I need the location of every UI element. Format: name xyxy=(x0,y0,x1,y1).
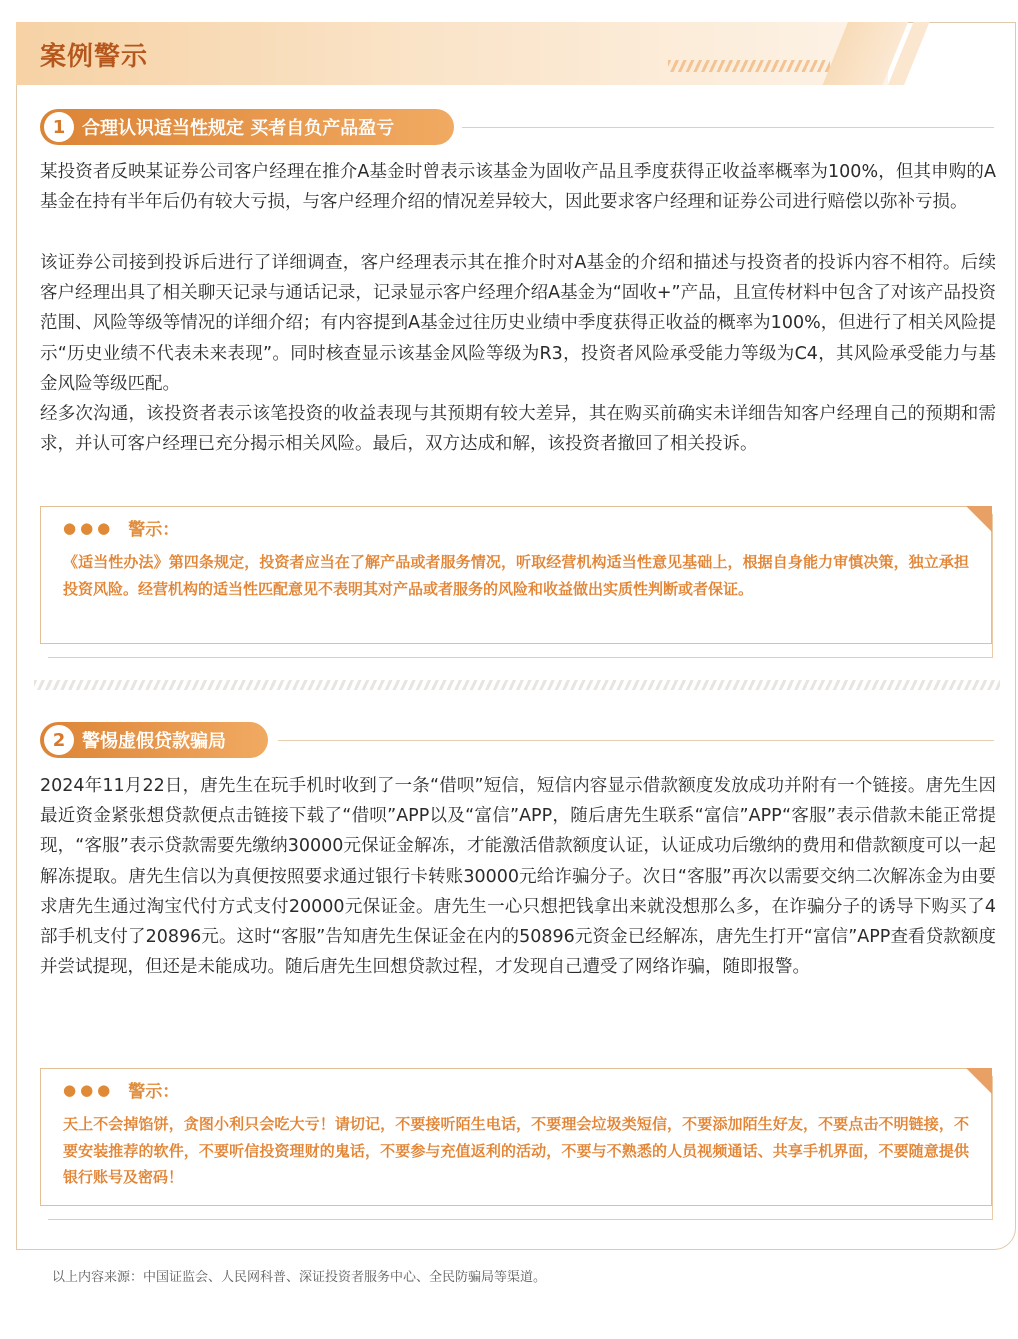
header-stripes-decoration xyxy=(668,60,830,72)
case2-title: 警惕虚假贷款骗局 xyxy=(82,731,226,752)
case1-paragraph-2: 该证券公司接到投诉后进行了详细调查，客户经理表示其在推介时对A基金的介绍和描述与投资者的投诉内容不相符。后续客户经理出具了相关聊天记录与通话记录，记录显示客户经理介绍A基金为“固收+”产品，且宣传材料中包含了对该产品投资范围、风险等级等情况的详细介绍；有内容提到A基金过往历史业绩中季度获得正收益的概率为100%，但进行了相关风险提示“历史业绩不代表未来表现”。同时核查显示该基金风险等级为R3，投资者风险承受能力等级为C4，其风险承受能力与基金风险等级匹配。 xyxy=(40,253,996,394)
case1-warning-box xyxy=(40,506,992,644)
case2-warning-header xyxy=(63,1077,179,1102)
case1-warning-label: 警示： xyxy=(128,520,180,540)
case2-warning-corner xyxy=(966,1068,992,1094)
case2-warning-label: 警示： xyxy=(128,1082,180,1102)
case1-warning-header xyxy=(63,515,179,540)
dots-icon: ●●● xyxy=(63,518,115,537)
case2-title-pill xyxy=(40,722,268,758)
case1-title-pill xyxy=(40,109,454,145)
case1-paragraph-1: 某投资者反映某证券公司客户经理在推介A基金时曾表示该基金为固收产品且季度获得正收益率概率为100%，但其申购的A基金在持有半年后仍有较大亏损，与客户经理介绍的情况差异较大，因此要求客户经理和证券公司进行赔偿以弥补亏损。 xyxy=(40,162,996,213)
case2-paragraph-1: 2024年11月22日，唐先生在玩手机时收到了一条“借呗”短信，短信内容显示借款额度发放成功并附有一个链接。唐先生因最近资金紧张想贷款便点击链接下载了“借呗”APP以及“富信”APP，随后唐先生联系“富信”APP“客服”表示借款未能正常提现，“客服”表示贷款需要先缴纳30000元保证金解冻，才能激活借款额度认证，认证成功后缴纳的费用和借款额度可以一起解冻提取。唐先生信以为真便按照要求通过银行卡转账30000元给诈骗分子。次日“客服”再次以需要交纳二次解冻金为由要求唐先生通过淘宝代付方式支付20000元保证金。唐先生一心只想把钱拿出来就没想那么多，在诈骗分子的诱导下购买了4部手机支付了20896元。这时“客服”告知唐先生保证金在内的50896元资金已经解冻，唐先生打开“富信”APP查看贷款额度并尝试提现，但还是未能成功。随后唐先生回想贷款过程，才发现自己遭受了网络诈骗，随即报警。 xyxy=(40,776,996,978)
case2-title-line xyxy=(278,740,994,741)
case1-paragraph-3: 经多次沟通，该投资者表示该笔投资的收益表现与其预期有较大差异，其在购买前确实未详细告知客户经理自己的预期和需求，并认可客户经理已充分揭示相关风险。最后，双方达成和解，该投资者撤回了相关投诉。 xyxy=(40,404,996,455)
case1-warning-text: 《适当性办法》第四条规定，投资者应当在了解产品或者服务情况，听取经营机构适当性意见基础上，根据自身能力审慎决策，独立承担投资风险。经营机构的适当性匹配意见不表明其对产品或者服务的风险和收益做出实质性判断或者保证。 xyxy=(63,553,969,598)
case1-title-line xyxy=(462,127,994,128)
case2-number-badge: 2 xyxy=(44,725,74,755)
footer-source: 以上内容来源：中国证监会、人民网科普、深证投资者服务中心、全民防骗局等渠道。 xyxy=(52,1270,547,1285)
case2-warning-box xyxy=(40,1068,992,1206)
dots-icon: ●●● xyxy=(63,1080,115,1099)
page-title: 案例警示 xyxy=(40,42,149,72)
case1-title: 合理认识适当性规定 买者自负产品盈亏 xyxy=(82,118,395,139)
case1-number-badge: 1 xyxy=(44,112,74,142)
case1-warning-corner xyxy=(966,506,992,532)
section-divider xyxy=(34,680,1000,690)
case2-warning-text: 天上不会掉馅饼，贪图小利只会吃大亏！请切记，不要接听陌生电话，不要理会垃圾类短信，不要添加陌生好友，不要点击不明链接，不要安装推荐的软件，不要听信投资理财的鬼话，不要参与充值返利的活动，不要与不熟悉的人员视频通话、共享手机界面，不要随意提供银行账号及密码！ xyxy=(63,1115,969,1186)
